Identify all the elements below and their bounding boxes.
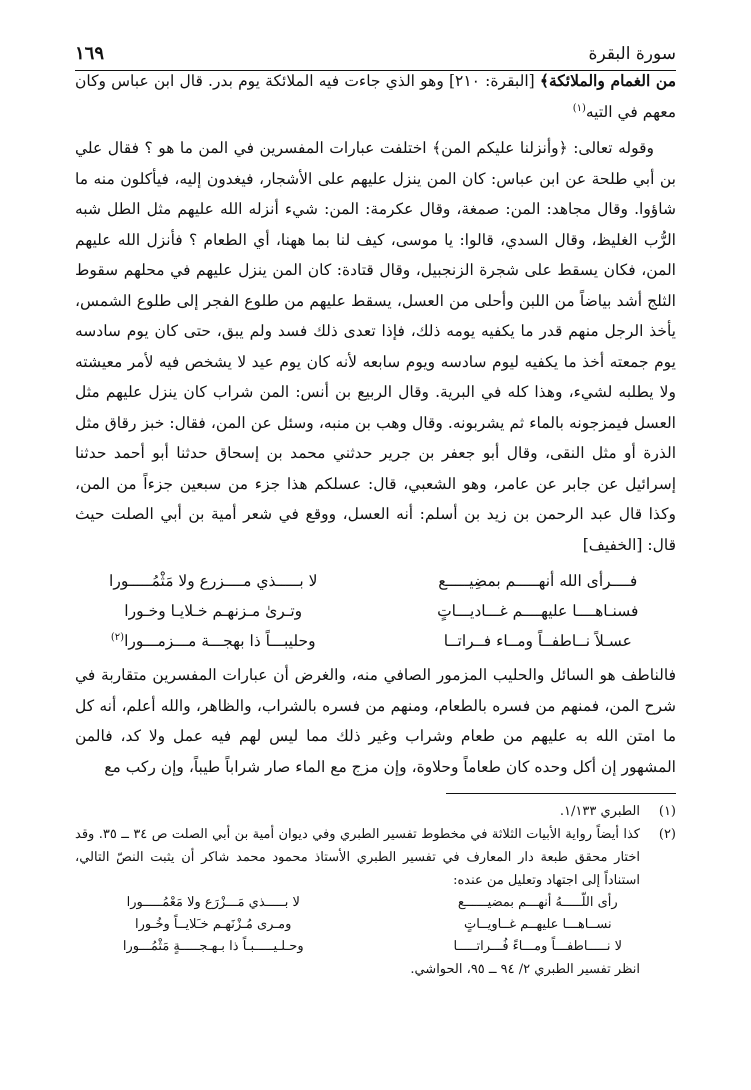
paragraph-1-text: [البقرة: ٢١٠] وهو الذي جاءت فيه الملائكة يوم بدر. قال ابن عباس وكان معهم في التيه [75,72,676,121]
verse-second-hemistich-text: وحليبـــاً ذا بهجـــة مـــزمـــورا [124,632,316,650]
main-text [75,66,676,782]
verse-second-hemistich: لا بـــــذي مــــزرع ولا مَثْمُـــــورا [109,572,318,590]
verse-first-hemistich: فــــرأى الله أنهـــــم بمضِيـــــع [438,572,638,590]
poem-verses [75,566,676,656]
verse-line [75,596,676,626]
footnote-1 [75,800,676,823]
page-number: ١٦٩ [75,43,105,64]
footnotes [75,800,676,981]
paragraph-1-bold: من الغمام والملائكة﴾ [539,71,677,90]
footnote-1-text: الطبري ١/١٣٣. [559,804,640,819]
footnote-verse-line [75,914,676,936]
footnote-verse-second: ومـرى مُـزْنَهـم خـَلايــاً وخُـورا [135,917,292,932]
footnote-2-text: كذا أيضاً رواية الأبيات الثلاثة في مخطوط تفسير الطبري وفي ديوان أمية بن أبي الصلت ص ٣٤ ــ ٣٥. وقد اختار محقق طبعة دار المعارف في تفسير الطبري الأستاذ محمود محمد شاكر أن يثبت النصّ التالي، استناداً إلى اجتهاد وتعليل من عنده: [75,827,640,888]
page-header [75,30,676,71]
footnote-2-number: (٢) [658,827,676,842]
verse-second-hemistich: وتـرىٰ مـزنهـم خـلايـا وخـورا [124,602,303,620]
footnote-ref-2[interactable]: (٢) [110,631,125,643]
verse-first-hemistich: عسـلاً نــاطفــاً ومــاء فــراتــا [443,632,632,650]
footnote-verse-line [75,936,676,958]
footnote-verse-first: نســاهـــا عليهــم غــاويــاتٍ [463,917,612,932]
verse-first-hemistich: فسنـاهــــا عليهــــم غـــاديـــاتٍ [437,602,639,620]
footnote-1-number: (١) [658,804,676,819]
footnote-verse-first: لا نـــــاطفـــاً ومـــاءً فُـــراتـــــا [453,939,623,954]
paragraph-3: فالناطف هو السائل والحليب المزمور الصافي منه، والغرض أن عبارات المفسرين متقاربة في شرح المن، فمنهم من فسره بالطعام، ومنهم من فسره بالشراب، والظاهر، والله أعلم، أنه كل ما امتن الله به عليهم من طعام وشراب وغير ذلك مما ليس لهم فيه عمل ولا كد، فالمن المشهور إن أكل وحده كان طعاماً وحلاوة، وإن مزج مع الماء صار شراباً طيباً، وإن ركب مع [75,666,676,776]
verse-second-hemistich [75,626,351,656]
footnote-divider [446,793,676,794]
verse-line [75,566,676,596]
verse-line [75,626,676,656]
footnote-verses [75,892,676,958]
footnote-verse-line [75,892,676,914]
paragraph-2: وقوله تعالى: ﴿وأنزلنا عليكم المن﴾ اختلفت عبارات المفسرين في المن ما هو ؟ فقال علي بن أبي طلحة عن ابن عباس: كان المن ينزل عليهم على الأشجار، فيغدون إليه، فيأكلون منه ما شاؤوا. وقال مجاهد: المن: صمغة، وقال عكرمة: المن: شيء أنزله الله عليهم مثل الطل شبه الرُّب الغليظ، وقال السدي، قالوا: يا موسى، كيف لنا بما ههنا، أي الطعام ؟ فأنزل الله عليهم المن، فكان يسقط على شجرة الزنجبيل، وقال قتادة: كان المن ينزل عليهم في محلهم سقوط الثلج أشد بياضاً من اللبن وأحلى من العسل، يسقط عليهم من طلوع الفجر إلى طلوع الشمس، يأخذ الرجل منهم قدر ما يكفيه يومه ذلك، فإذا تعدى ذلك فسد ولم يبق، حتى كان يوم سادسه يوم جمعته أخذ ما يكفيه ليوم سادسه ويوم سابعه لأنه كان يوم عيد لا يشخص فيه لأمر معيشته ولا يطلبه لشيء، وهذا كله في البرية. وقال الربيع بن أنس: المن شراب كان ينزل عليهم مثل العسل فيمزجونه بالماء ثم يشربونه. وقال وهب بن منبه، وسئل عن المن، فقال: خبز رقاق مثل الذرة أو مثل النقى، وقال أبو جعفر بن جرير حدثني محمد بن إسحاق حدثنا أبو أحمد حدثنا إسرائيل عن جابر عن عامر، وهو الشعبي، قال: عسلكم هذا جزء من سبعين جزءاً من المن، وكذا قال عبد الرحمن بن زيد بن أسلم: أنه العسل، ووقع في شعر أمية بن أبي الصلت حيث قال: [الخفيف] [75,139,676,554]
footnote-verse-second: وحـلـيـــــبـاً ذا بـهـجـــــةٍ مَثْمُـــورا [122,939,304,954]
paragraph-1 [75,66,676,127]
surah-title: سورة البقرة [588,44,676,64]
footnote-verse-second: لا بـــــذي مَـــزْرَع ولا مَعْمُـــــورا [126,895,300,910]
footnote-reference: انظر تفسير الطبري ٢/ ٩٤ ــ ٩٥، الحواشي. [410,962,640,977]
footnote-2 [75,823,676,892]
footnote-verse-first: رأى اللّـــــهُ أنهـــم بمضيــــــع [457,895,618,910]
footnote-ref-1[interactable]: (١) [572,102,586,114]
